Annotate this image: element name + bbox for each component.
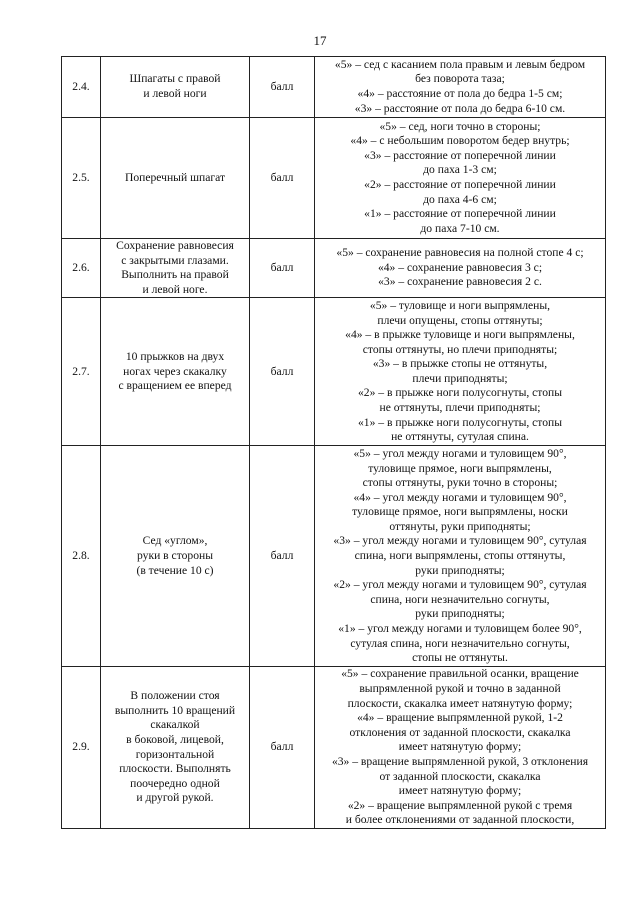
exercise-name: Сед «углом», руки в стороны (в течение 10 с): [101, 446, 250, 667]
criteria-cell: «5» – сед с касанием пола правым и левым бедром без поворота таза; «4» – расстояние от пола до бедра 1-5 см; «3» – расстояние от пола до бедра 6-10 см.: [315, 57, 606, 118]
row-number: 2.8.: [62, 446, 101, 667]
criteria-table: [61, 56, 606, 829]
unit-cell: балл: [250, 57, 315, 118]
table-row: [62, 118, 606, 239]
row-number: 2.5.: [62, 118, 101, 239]
exercise-name: 10 прыжков на двух ногах через скакалку с вращением ее вперед: [101, 298, 250, 446]
unit-cell: балл: [250, 298, 315, 446]
table-row: [62, 239, 606, 298]
table-row: [62, 57, 606, 118]
table-row: [62, 446, 606, 667]
row-number: 2.4.: [62, 57, 101, 118]
row-number: 2.9.: [62, 667, 101, 829]
exercise-name: Поперечный шпагат: [101, 118, 250, 239]
row-number: 2.6.: [62, 239, 101, 298]
exercise-name: Сохранение равновесия с закрытыми глазами. Выполнить на правой и левой ноге.: [101, 239, 250, 298]
page-number: 17: [313, 33, 327, 48]
criteria-cell: «5» – сохранение правильной осанки, вращение выпрямленной рукой и точно в заданной плоскости, скакалка имеет натянутую форму; «4» – вращение выпрямленной рукой, 1-2 отклонения от заданной плоскости, скакалка имеет натянутую форму; «3» – вращение выпрямленной рукой, 3 отклонения от заданной плоскости, скакалка имеет натянутую форму; «2» – вращение выпрямленной рукой с тремя и более отклонениями от заданной плоскости,: [315, 667, 606, 829]
table-row: [62, 667, 606, 829]
unit-cell: балл: [250, 118, 315, 239]
row-number: 2.7.: [62, 298, 101, 446]
criteria-cell: «5» – туловище и ноги выпрямлены, плечи опущены, стопы оттянуты; «4» – в прыжке туловище и ноги выпрямлены, стопы оттянуты, но плечи приподняты; «3» – в прыжке стопы не оттянуты, плечи приподняты; «2» – в прыжке ноги полусогнуты, стопы не оттянуты, плечи приподняты; «1» – в прыжке ноги полусогнуты, стопы не оттянуты, сутулая спина.: [315, 298, 606, 446]
unit-cell: балл: [250, 667, 315, 829]
criteria-cell: «5» – сохранение равновесия на полной стопе 4 с; «4» – сохранение равновесия 3 с; «3» – сохранение равновесия 2 с.: [315, 239, 606, 298]
exercise-name: Шпагаты с правой и левой ноги: [101, 57, 250, 118]
exercise-name: В положении стоя выполнить 10 вращений скакалкой в боковой, лицевой, горизонтальной плоскости. Выполнять поочередно одной и другой рукой.: [101, 667, 250, 829]
criteria-cell: «5» – сед, ноги точно в стороны; «4» – с небольшим поворотом бедер внутрь; «3» – расстояние от поперечной линии до паха 1-3 см; «2» – расстояние от поперечной линии до паха 4-6 см; «1» – расстояние от поперечной линии до паха 7-10 см.: [315, 118, 606, 239]
unit-cell: балл: [250, 446, 315, 667]
criteria-cell: «5» – угол между ногами и туловищем 90°, туловище прямое, ноги выпрямлены, стопы оттянуты, руки точно в стороны; «4» – угол между ногами и туловищем 90°, туловище прямое, ноги выпрямлены, носки оттянуты, руки приподняты; «3» – угол между ногами и туловищем 90°, сутулая спина, ноги выпрямлены, стопы оттянуты, руки приподняты; «2» – угол между ногами и туловищем 90°, сутулая спина, ноги незначительно согнуты, руки приподняты; «1» – угол между ногами и туловищем более 90°, сутулая спина, ноги незначительно согнуты, стопы не оттянуты.: [315, 446, 606, 667]
table-row: [62, 298, 606, 446]
unit-cell: балл: [250, 239, 315, 298]
